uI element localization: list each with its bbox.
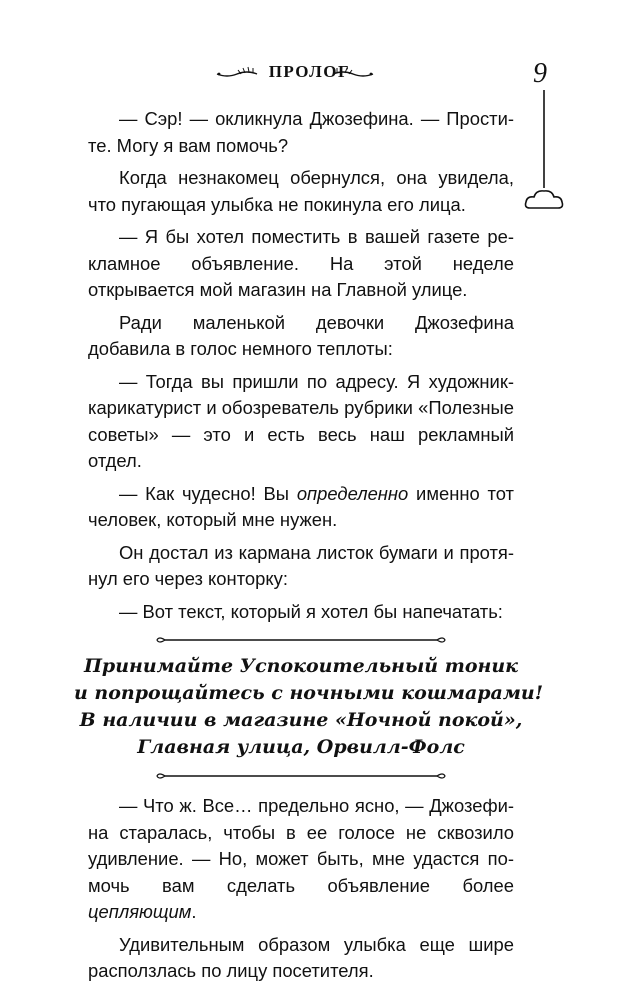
paragraph: — Вот текст, который я хотел бы напечатать: bbox=[119, 600, 503, 622]
right-ornament-icon bbox=[331, 66, 375, 80]
page-number: 9 bbox=[533, 58, 547, 89]
paragraph: — Я бы хотел поместить в вашей газете рекламное объявление. На этой неделе открывается мой магазин на Главной улице. bbox=[88, 226, 514, 300]
body-text bbox=[74, 106, 544, 985]
ad-line: В наличии в магазине «Ночной покой», bbox=[79, 709, 523, 731]
ad-line: Принимайте Успокоительный тоник bbox=[83, 655, 519, 677]
paragraph: — Сэр! — окликнула Джозефина. — Простите. Могу я вам помочь? bbox=[88, 108, 514, 156]
paragraph: Ради маленькой девочки Джозефина добавила в голос немного теплоты: bbox=[88, 311, 514, 359]
emphasis: цепляющим bbox=[88, 901, 192, 922]
paragraph: Он достал из кармана листок бумаги и протянул его через конторку: bbox=[88, 541, 514, 589]
hanging-cloud-icon bbox=[522, 90, 566, 214]
paragraph: — Как чудесно! Вы определенно именно тот человек, который мне нужен. bbox=[88, 482, 514, 530]
paragraph: — Тогда вы пришли по адресу. Я художник-карикатурист и обозреватель рубрики «Полезные советы» — это и есть весь наш рекламный отдел. bbox=[88, 370, 514, 471]
chapter-title: ПРОЛОГ bbox=[268, 62, 351, 81]
divider-flourish-bottom-icon bbox=[155, 771, 447, 781]
running-header bbox=[0, 62, 619, 86]
divider-flourish-top-icon bbox=[155, 635, 447, 645]
paragraph: Удивительным образом улыбка еще шире расползлась по лицу посетителя. bbox=[88, 933, 514, 981]
paragraph: Когда незнакомец обернулся, она увидела, что пугающая улыбка не покинула его лица. bbox=[88, 167, 514, 215]
ad-line: и попрощайтесь с ночными кошмарами! bbox=[74, 682, 544, 704]
ad-line: Главная улица, Орвилл-Фолс bbox=[137, 736, 465, 758]
advertisement-text bbox=[74, 653, 544, 761]
paragraph: — Что ж. Все… предельно ясно, — Джозефина старалась, чтобы в ее голосе не сквозило удивление. — Но, может быть, мне удастся помочь вам сделать объявление более цепляющим. bbox=[88, 795, 514, 922]
emphasis: определенно bbox=[296, 482, 409, 504]
